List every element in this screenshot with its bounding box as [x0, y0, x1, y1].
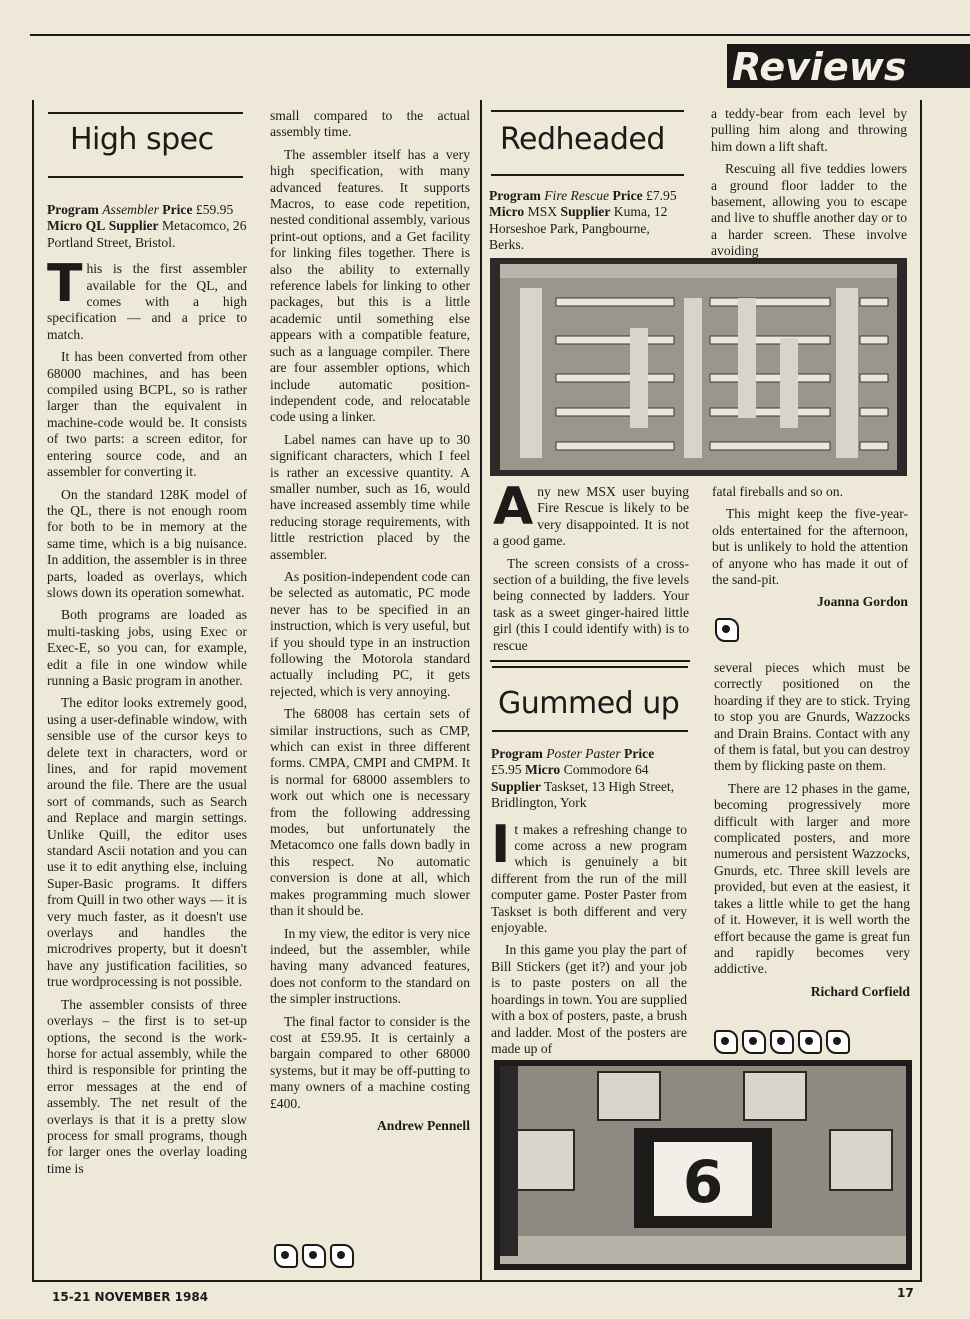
dropcap: A	[493, 477, 534, 537]
review3-byline: Richard Corfield	[810, 983, 910, 999]
review1-para: The final factor to consider is the cost at £59.95. It is certainly a bargain compared to other 68000 systems, but it may be off-putting to many owners of a machine costing £400.	[270, 1013, 470, 1111]
review3-column-left	[491, 746, 687, 1063]
review3-info: Program Poster Paster Price £5.95 Micro Commodore 64 Supplier Taskset, 13 High Street, Bridlington, York	[491, 746, 675, 811]
bottom-rule	[32, 1280, 922, 1282]
headline-rule-bottom	[48, 176, 243, 178]
review2-para: fatal fireballs and so on.	[712, 484, 843, 499]
review2-column-left	[493, 477, 689, 660]
review1-rating-icons	[274, 1244, 354, 1268]
review2-info: Program Fire Rescue Price £7.95 Micro MSX Supplier Kuma, 12 Horseshoe Park, Pangbourne, Berks.	[489, 188, 677, 253]
rating-icon	[302, 1244, 326, 1268]
review1-para: In my view, the editor is very nice indeed, but the assembler, while having many advanced features, does not conform to the standard on the simpler instructions.	[270, 925, 470, 1007]
review2-headline: Redheaded	[500, 122, 665, 157]
review1-para: This is the first assembler available for the QL, and comes with a high specification — and a price to match.	[47, 254, 247, 342]
review3-para: several pieces which must be correctly positioned on the hoarding if they are to stick. Trying to stop you are Gnurds, Wazzocks and Drain Brains. Contact with any of them is fatal, but you can destroy them by flicking paste on them.	[714, 660, 910, 774]
review2-column-right	[712, 484, 908, 611]
review2-para: a teddy-bear from each level by pulling him along and throwing him down a lift shaft.	[711, 106, 907, 154]
review1-headline: High spec	[70, 122, 214, 157]
headline-rule-bottom	[491, 174, 684, 176]
page-number: 17	[897, 1286, 914, 1300]
rating-icon	[715, 618, 739, 642]
dropcap: T	[47, 254, 83, 315]
review1-para: As position-independent code can be selected as automatic, PC mode never has to be specified in an instruction, which is very useful, but if you should type in an instruction following the Motorola standard actually including PC, it gets rejected, which is very annoying.	[270, 568, 470, 699]
review3-column-right	[714, 660, 910, 1000]
fire-rescue-image	[490, 258, 907, 476]
top-rule	[30, 34, 970, 36]
rating-icon	[826, 1030, 850, 1054]
review3-para: It makes a refreshing change to come across a new program which is genuinely a bit different from the run of the mill computer game. Poster Paster from Taskset is both different and very enjoyable.	[491, 814, 687, 936]
footer-date: 15-21 NOVEMBER 1984	[52, 1290, 209, 1304]
review1-para: The assembler itself has a very high specification, with many advanced features. It supports Macros, to ease code repetition, nested conditional assembly, various print-out options, and a Get facility for linking files together. There is also the ability to externally reference labels for linking to other packages, but this is a little academic until something else appears with a compatible feature, such as a language compiler. There are four assembler options, which include automatic position-independent code, and relocatable code using a linker.	[270, 146, 470, 425]
review1-para: Both programs are loaded as multi-tasking jobs, using Exec or Exec-E, so you can, for example, edit a file in one window while running a Basic program in another.	[47, 607, 247, 688]
review2-column-top-right	[711, 106, 907, 266]
poster-paster-image	[494, 1060, 912, 1270]
review2-info-block	[489, 188, 686, 264]
section-divider	[490, 660, 690, 662]
review1-para: The editor looks extremely good, using a user-definable window, with sensible use of the cursor keys to delete text in characters, word or lines, and for rapid movement around the file. There are the usual sort of commands, such as Search and Replace and margin settings. Unlike Quill, the editor uses standard Ascii notation and you can use it to edit anything else, incluing Super-Basic programs. It differs from Quill in two other ways — it is very much faster, as it doesn't use overlays and handles the microdrives property, but it doesn't have any justification facilities, so true wordprocessing is not possible.	[47, 695, 247, 990]
review1-byline: Andrew Pennell	[376, 1117, 470, 1133]
headline-rule-bottom	[492, 730, 688, 732]
review2-rating-icons	[715, 618, 739, 642]
review1-para: On the standard 128K model of the QL, there is not enough room for both to be in memory at the same time, which is a big nuisance. In addition, the assembler is in three parts, loaded as overlays, which slows down its operation somewhat.	[47, 486, 247, 600]
headline-rule-top	[492, 666, 688, 668]
review3-rating-icons	[714, 1030, 850, 1054]
review1-para: Label names can have up to 30 significant characters, which I feel is rather an excessive quantity. A smaller number, such as 16, would have increased assembly time while reducing storage requirements, with little restriction placed by the assembler.	[270, 431, 470, 562]
review1-column-2	[270, 108, 470, 1134]
left-border-rule	[32, 100, 34, 1280]
review1-info: Program Assembler Price £59.95 Micro QL Supplier Metacomco, 26 Portland Street, Bristol.	[47, 202, 247, 250]
dropcap: I	[491, 814, 511, 875]
rating-icon	[742, 1030, 766, 1054]
review2-para: The screen consists of a cross-section of a building, the five levels being connected by ladders. Your task as a sweet ginger-haired little girl (this I could identify with) is to rescue	[493, 555, 689, 653]
rating-icon	[714, 1030, 738, 1054]
poster-digit: 6	[682, 1148, 724, 1216]
column-divider	[480, 100, 482, 1280]
review2-para: Any new MSX user buying Fire Rescue is likely to be very disappointed. It is not a good game.	[493, 477, 689, 549]
review2-para: Rescuing all five teddies lowers a ground floor ladder to the basement, allowing you to escape and live to shuffle another day or to a harder screen. These involve avoiding	[711, 161, 907, 259]
headline-rule-top	[491, 110, 684, 112]
section-title: Reviews	[732, 45, 907, 89]
headline-rule-top	[48, 112, 243, 114]
review3-para: There are 12 phases in the game, becoming progressively more difficult with larger and more complicated posters, and more numerous and persistent Wazzocks, Gnurds, etc. Three skill levels are provided, but even at the easiest, it takes a little while to get the hang of it. However, it is well worth the effort because the game is great fun and rapidly becomes very addictive.	[714, 780, 910, 977]
review1-column-1	[47, 202, 247, 1183]
rating-icon	[770, 1030, 794, 1054]
review1-para: small compared to the actual assembly time.	[270, 108, 470, 140]
fire-rescue-screenshot	[490, 258, 907, 476]
review3-headline: Gummed up	[498, 686, 680, 721]
review2-para: This might keep the five-year-olds entertained for the afternoon, but is unlikely to hold the attention of anyone who has made it out of the sand-pit.	[712, 506, 908, 588]
rating-icon	[798, 1030, 822, 1054]
right-border-rule	[920, 100, 922, 1280]
review1-para: The 68008 has certain sets of similar instructions, such as CMP, which can exist in three different forms. CMPA, CMPI and CMPM. It is normal for 68000 assemblers to work out which one is necessary from the following addressing modes, but unfortunately the Metacomco one falls down badly in this respect. No automatic conversion is done at all, which makes programming much slower than it should be.	[270, 706, 470, 919]
review1-para: The assembler consists of three overlays – the first is to set-up options, the second is the work-horse for actual assembly, while the third is responsible for printing the error messages at the end of assembly. The net result of the overlays is that it is a pretty slow process for small programs, though for larger ones the overlay loading time is	[47, 996, 247, 1176]
review1-para: It has been converted from other 68000 machines, and has been compiled using BCPL, so is rather larger than the equivalent in machine-code would be. It consists of two parts: a screen editor, for entering source code, and an assembler for converting it.	[47, 349, 247, 480]
rating-icon	[330, 1244, 354, 1268]
review3-para: In this game you play the part of Bill Stickers (get it?) and your job is to paste posters on all the hoardings in town. You are supplied with a box of posters, paste, a brush and ladder. Most of the posters are made up of	[491, 942, 687, 1056]
review2-byline: Joanna Gordon	[816, 594, 908, 610]
poster-paster-screenshot	[494, 1060, 912, 1270]
rating-icon	[274, 1244, 298, 1268]
